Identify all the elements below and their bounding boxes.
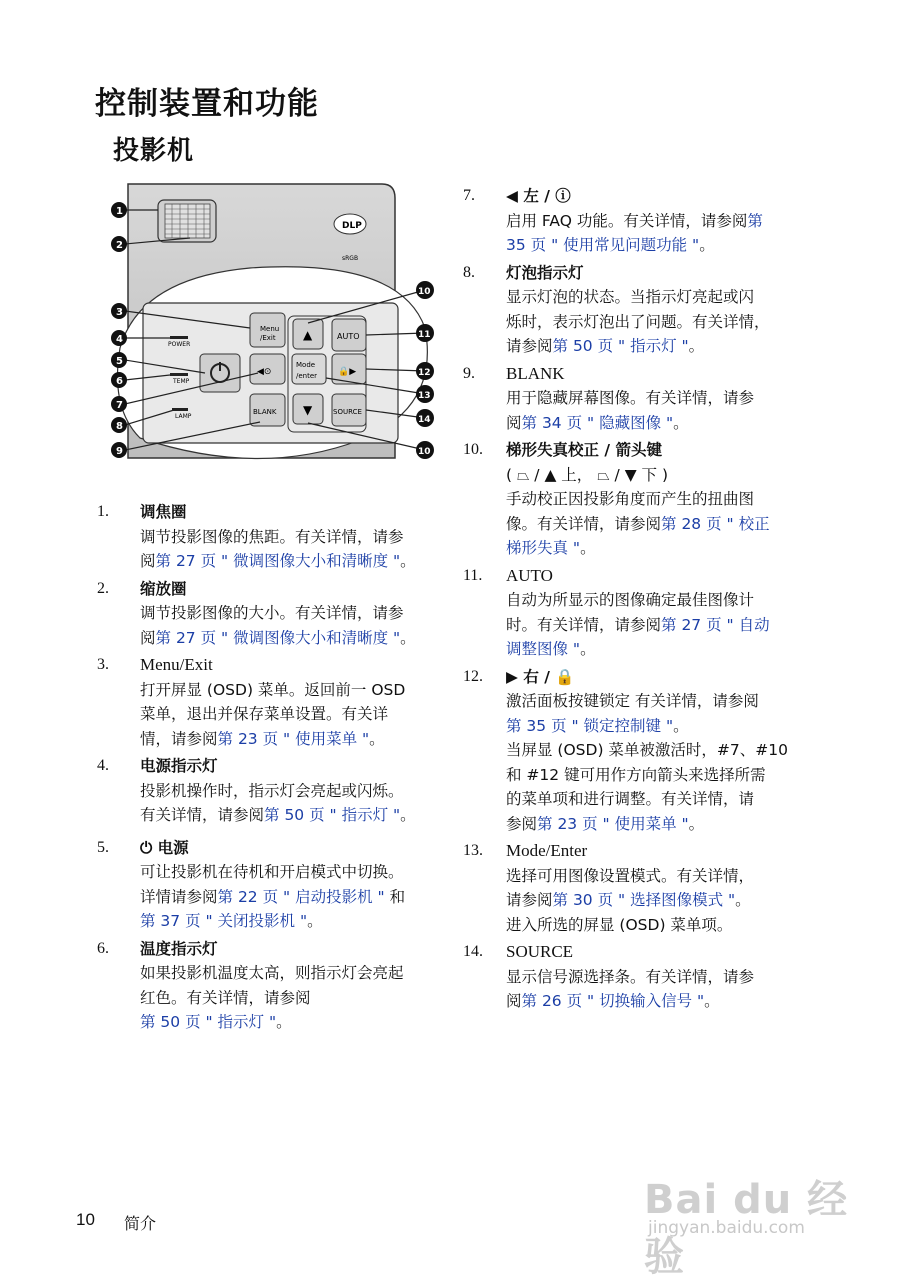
list-item [97, 754, 457, 828]
item-description-line: 打开屏显 (OSD) 菜单。返回前一 OSD [140, 680, 406, 699]
auto-button[interactable] [332, 319, 366, 351]
item-title: 电源指示灯 [140, 757, 218, 775]
item-description-line: 第 37 页 " 关闭投影机 "。 [140, 912, 323, 930]
item-description-line: 启用 FAQ 功能。有关详情，请参阅第 [506, 211, 763, 230]
list-item [97, 653, 457, 751]
list-item [463, 184, 808, 258]
svg-text:Mode: Mode [296, 361, 316, 369]
left-column [97, 500, 457, 1038]
power-icon: ⏻ [140, 838, 158, 857]
item-number: 4. [97, 757, 109, 774]
item-number: 11. [463, 566, 483, 584]
cross-reference-link[interactable]: 第 22 页 " 启动投影机 " [217, 887, 385, 906]
callout-9 [111, 442, 127, 458]
item-title: ⏻ 电源 [140, 838, 189, 857]
item-number: 7. [463, 187, 475, 204]
item-number: 8. [463, 263, 475, 281]
item-description-line: 红色。有关详情，请参阅 [140, 988, 311, 1007]
blank-button[interactable] [250, 394, 285, 426]
cross-reference-link[interactable]: 第 23 页 " 使用菜单 " [537, 814, 689, 833]
item-description-line: 激活面板按键锁定 有关详情，请参阅 [506, 692, 759, 710]
item-description-line: 第 35 页 " 锁定控制键 "。 [506, 716, 689, 735]
callout-5 [111, 352, 127, 368]
callout-2 [111, 236, 127, 252]
cross-reference-link[interactable]: 第 34 页 " 隐藏图像 " [521, 413, 674, 432]
item-number: 3. [97, 656, 109, 673]
svg-text:2: 2 [116, 240, 123, 251]
svg-text:▼: ▼ [303, 403, 313, 417]
item-title: 梯形失真校正 / 箭头键 [506, 441, 662, 459]
svg-text:/Exit: /Exit [260, 334, 276, 342]
source-button[interactable] [332, 394, 366, 426]
item-description-line: 情，请参阅第 23 页 " 使用菜单 "。 [140, 729, 385, 748]
item-description-line: 梯形失真 "。 [506, 539, 596, 557]
callout-14 [416, 409, 434, 427]
item-description-line: 调整图像 "。 [506, 640, 596, 658]
svg-text:/enter: /enter [296, 372, 318, 380]
svg-text:14: 14 [418, 415, 431, 425]
svg-text:9: 9 [116, 446, 123, 457]
svg-text:BLANK: BLANK [253, 408, 277, 416]
callout-6 [111, 372, 127, 388]
item-title: 调焦圈 [140, 503, 187, 521]
footer-section: 简介 [124, 1214, 157, 1233]
svg-text:🔒▶: 🔒▶ [338, 367, 357, 377]
item-description-line: 用于隐藏屏幕图像。有关详情，请参 [506, 389, 755, 407]
svg-text:LAMP: LAMP [175, 413, 192, 420]
callout-13 [416, 385, 434, 403]
item-description-line: 阅第 27 页 " 微调图像大小和清晰度 "。 [140, 628, 416, 647]
item-title: Menu/Exit [140, 655, 213, 674]
svg-text:13: 13 [418, 391, 431, 401]
item-description-line: 像。有关详情，请参阅第 28 页 " 校正 [506, 514, 770, 533]
item-number: 5. [97, 838, 109, 856]
left-arrow-icon: ◀ [506, 187, 524, 205]
svg-text:3: 3 [116, 307, 123, 318]
item-description-line: 调节投影图像的焦距。有关详情，请参 [140, 527, 404, 546]
item-title: SOURCE [506, 942, 574, 961]
item-description-line: 调节投影图像的大小。有关详情，请参 [140, 604, 404, 622]
watermark-logo: Bai du 经验 [644, 1177, 849, 1280]
item-number: 13. [463, 842, 483, 859]
cross-reference-link[interactable]: 第 27 页 " 微调图像大小和清晰度 " [155, 628, 401, 647]
svg-text:POWER: POWER [168, 341, 191, 348]
item-number: 14. [463, 943, 483, 960]
svg-text:Menu: Menu [260, 325, 280, 333]
cross-reference-link[interactable]: 梯形失真 " [506, 539, 581, 557]
item-description-line: 当屏显 (OSD) 菜单被激活时，#7、#10 [506, 741, 788, 759]
list-item [463, 665, 808, 837]
item-description-line: 显示灯泡的状态。当指示灯亮起或闪 [506, 288, 755, 306]
item-description-line: 请参阅第 30 页 " 选择图像模式 "。 [506, 891, 751, 909]
right-column [463, 184, 808, 1017]
cross-reference-link[interactable]: 第 50 页 " 指示灯 " [552, 337, 689, 355]
svg-text:12: 12 [418, 368, 431, 378]
svg-text:1: 1 [116, 206, 123, 217]
right-arrow-icon: ▶ [506, 667, 524, 686]
item-number: 6. [97, 939, 109, 957]
lock-icon: 🔒 [549, 667, 575, 686]
list-item [97, 500, 457, 574]
up-arrow-button[interactable] [293, 319, 323, 349]
callout-11 [416, 324, 434, 342]
item-title: ◀ 左 / ⓘ [506, 187, 571, 205]
item-number: 10. [463, 441, 483, 458]
watermark-url: jingyan.baidu.com [648, 1218, 805, 1238]
item-description-line: 和 #12 键可用作方向箭头来选择所需 [506, 765, 766, 784]
item-description-line: 阅第 34 页 " 隐藏图像 "。 [506, 413, 689, 432]
svg-text:▲: ▲ [303, 328, 313, 342]
item-subtitle: ( ⏢ / ▲ 上， ⏢ / ▼ 下 ) [506, 465, 669, 484]
item-description-line: 35 页 " 使用常见问题功能 "。 [506, 236, 715, 254]
cross-reference-link[interactable]: 第 [747, 211, 763, 230]
cross-reference-link[interactable]: 35 页 " 使用常见问题功能 " [506, 236, 700, 254]
cross-reference-link[interactable]: 第 27 页 " 微调图像大小和清晰度 " [155, 552, 401, 570]
svg-text:10: 10 [418, 287, 431, 297]
item-description-line: 投影机操作时，指示灯会亮起或闪烁。 [140, 781, 404, 800]
callout-3 [111, 303, 127, 319]
item-title: ▶ 右 / 🔒 [506, 667, 575, 686]
temp-indicator [170, 373, 190, 385]
item-title: BLANK [506, 363, 565, 383]
list-item [463, 564, 808, 662]
item-number: 9. [463, 364, 475, 382]
item-description-line: 显示信号源选择条。有关详情，请参 [506, 967, 755, 986]
cross-reference-link[interactable]: 第 26 页 " 切换输入信号 " [521, 992, 705, 1010]
item-description-line: 选择可用图像设置模式。有关详情， [506, 866, 755, 885]
item-description-line: 可让投影机在待机和开启模式中切换。 [140, 863, 404, 881]
item-description-line: 时。有关详情，请参阅第 27 页 " 自动 [506, 615, 770, 634]
baidu-watermark [636, 1148, 856, 1280]
left-faq-button[interactable] [250, 354, 285, 384]
callout-4 [111, 330, 127, 346]
list-item [463, 438, 808, 561]
item-description-line: 参阅第 23 页 " 使用菜单 "。 [506, 814, 705, 833]
cross-reference-link[interactable]: 第 37 页 " 关闭投影机 " [140, 912, 308, 930]
item-description-line: 阅第 27 页 " 微调图像大小和清晰度 "。 [140, 552, 416, 570]
lens [158, 200, 216, 242]
item-title: 缩放圈 [140, 579, 187, 598]
svg-text:TEMP: TEMP [173, 378, 190, 385]
list-item [97, 836, 457, 934]
svg-text:6: 6 [116, 376, 123, 387]
item-description-line: 第 50 页 " 指示灯 "。 [140, 1013, 292, 1031]
cross-reference-link[interactable]: 第 23 页 " 使用菜单 " [217, 729, 370, 748]
item-description-line: 的菜单项和进行调整。有关详情，请 [506, 790, 755, 808]
item-title: 温度指示灯 [140, 939, 218, 958]
item-number: 1. [97, 503, 109, 520]
cross-reference-link[interactable]: 调整图像 " [506, 640, 581, 658]
item-description-line: 烁时，表示灯泡出了问题。有关详情， [506, 312, 770, 331]
item-description-line: 手动校正因投影角度而产生的扭曲图 [506, 490, 755, 508]
callout-10-top [416, 281, 434, 299]
list-item [463, 839, 808, 937]
power-indicator [168, 336, 190, 348]
cross-reference-link[interactable]: 第 50 页 " 指示灯 " [264, 806, 401, 824]
cross-reference-link[interactable]: 第 50 页 " 指示灯 " [140, 1013, 277, 1031]
down-arrow-button[interactable] [293, 394, 323, 424]
list-item [463, 940, 808, 1014]
page-title: 控制装置和功能 [95, 86, 319, 122]
item-description-line: 菜单，退出并保存菜单设置。有关详 [140, 705, 389, 723]
callout-12 [416, 362, 434, 380]
item-description-line: 有关详情，请参阅第 50 页 " 指示灯 "。 [140, 806, 416, 824]
list-item [463, 261, 808, 359]
item-description-line: 详情请参阅第 22 页 " 启动投影机 " 和 [140, 887, 406, 906]
cross-reference-link[interactable]: 第 28 页 " 校正 [661, 514, 770, 533]
item-title: Mode/Enter [506, 841, 588, 860]
callout-7 [111, 396, 127, 412]
svg-text:5: 5 [116, 356, 123, 367]
svg-text:AUTO: AUTO [337, 332, 360, 341]
item-number: 12. [463, 667, 483, 685]
item-title: 灯泡指示灯 [506, 263, 584, 282]
svg-text:10: 10 [418, 447, 431, 457]
section-title: 投影机 [113, 136, 195, 166]
svg-text:11: 11 [418, 330, 431, 340]
svg-text:8: 8 [116, 421, 123, 432]
svg-text:DLP: DLP [342, 221, 362, 231]
faq-icon: ⓘ [549, 187, 571, 205]
item-description-line: 自动为所显示的图像确定最佳图像计 [506, 591, 755, 609]
item-description-line: 如果投影机温度太高，则指示灯会亮起 [140, 964, 404, 982]
mode-enter-button[interactable] [292, 354, 326, 384]
power-button[interactable] [200, 354, 240, 392]
callout-8 [111, 417, 127, 433]
item-description-line: 阅第 26 页 " 切换输入信号 "。 [506, 992, 720, 1010]
page-number: 10 [76, 1210, 95, 1229]
svg-text:4: 4 [116, 334, 123, 345]
cross-reference-link[interactable]: 第 27 页 " 自动 [661, 615, 770, 634]
item-description-line: 请参阅第 50 页 " 指示灯 "。 [506, 337, 705, 355]
svg-text:sRGB: sRGB [342, 255, 359, 262]
item-number: 2. [97, 579, 109, 597]
list-item [97, 937, 457, 1035]
list-item [463, 362, 808, 436]
svg-text:◀⊙: ◀⊙ [257, 367, 272, 377]
item-title: AUTO [506, 565, 553, 585]
cross-reference-link[interactable]: 第 30 页 " 选择图像模式 " [552, 891, 736, 909]
svg-text:7: 7 [116, 400, 123, 411]
list-item [97, 577, 457, 651]
callout-1 [111, 202, 127, 218]
projector-diagram [110, 178, 440, 468]
cross-reference-link[interactable]: 第 35 页 " 锁定控制键 " [506, 716, 674, 735]
menu-exit-button[interactable] [250, 313, 285, 347]
svg-text:SOURCE: SOURCE [333, 408, 362, 416]
callout-10-bottom [416, 441, 434, 459]
item-description-line: 进入所选的屏显 (OSD) 菜单项。 [506, 915, 733, 934]
